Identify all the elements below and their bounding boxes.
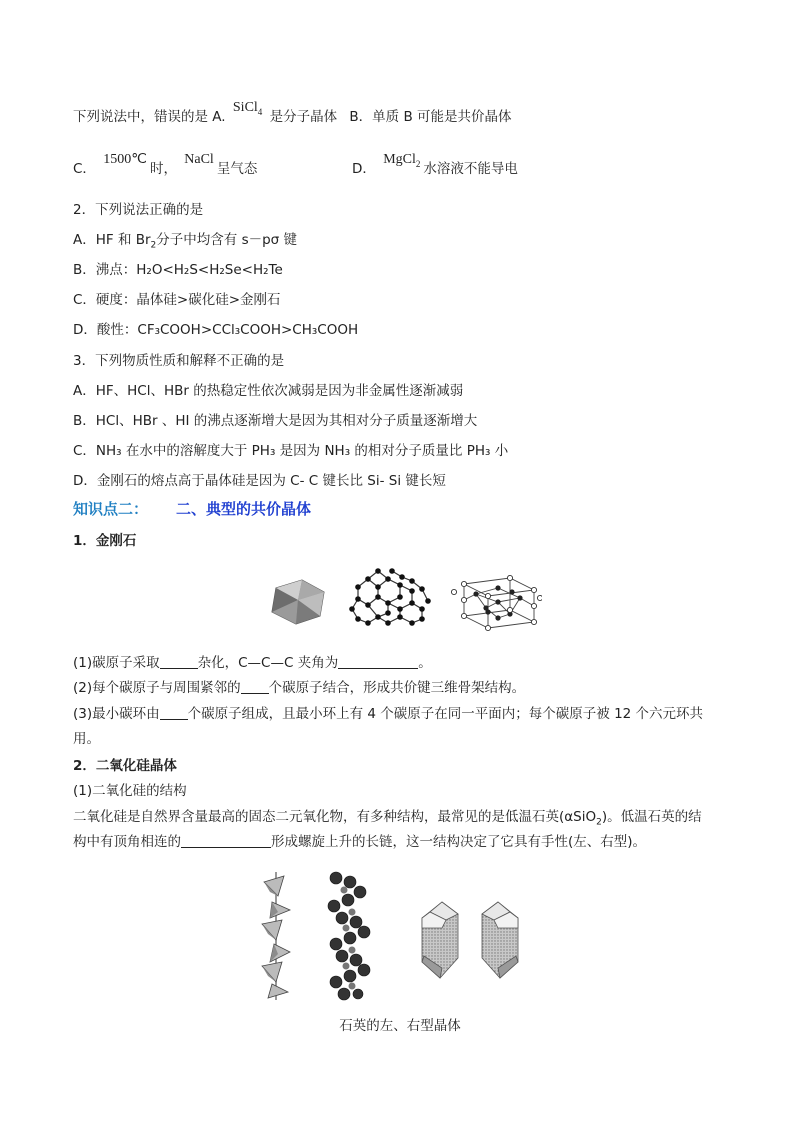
blank-tetrahedra (181, 833, 271, 848)
diamond-lattice-image (348, 565, 434, 631)
quartz-helix-ball-image (322, 870, 372, 1002)
q3-opt-d: D．金刚石的熔点高于晶体硅是因为 C- C 键长比 Si- Si 键长短 (73, 473, 446, 489)
q1-formula-mgcl2: MgCl$_2$ (383, 152, 421, 169)
quartz-figure-caption: 石英的左、右型晶体 (339, 1018, 461, 1034)
q1-formula-nacl: NaCl (184, 152, 214, 167)
q1-opt-a-label: A. (212, 109, 226, 125)
diamond-item-1: (1)碳原子采取 杂化，C—C—C 夹角为 。 (73, 655, 432, 671)
q1-line1 (73, 100, 512, 131)
q3-opt-c: C．NH₃ 在水中的溶解度大于 PH₃ 是因为 NH₃ 的相对分子质量比 PH₃ 小 (73, 443, 509, 459)
q3-stem: 3．下列物质性质和解释不正确的是 (73, 353, 285, 369)
silica-para-line1: 二氧化硅是自然界含量最高的固态二元氧化物，有多种结构，最常见的是低温石英(αSiO$_2$)。低温石英的结 (73, 809, 702, 828)
q1-temp: 1500℃ (103, 152, 147, 167)
q1-opt-d: D． MgCl$_2$ 水溶液不能导电 (352, 152, 518, 177)
q2-opt-d: D．酸性：CF₃COOH>CCl₃COOH>CH₃COOH (73, 322, 359, 338)
q1-stem: 下列说法中，错误的是 (73, 109, 208, 125)
quartz-helix-tetrahedra-image (258, 872, 292, 1000)
q2-stem: 2．下列说法正确的是 (73, 202, 204, 218)
diamond-heading: 1．金刚石 (73, 533, 137, 549)
blank-hybridization (160, 654, 198, 669)
q2-opt-a: A．HF 和 $Br_2$分子中均含有 s－pσ 键 (73, 232, 298, 251)
diamond-item-3-cont: 用。 (73, 731, 100, 747)
silica-para-line2: 构中有顶角相连的 形成螺旋上升的长链，这一结构决定了它具有手性(左、右型)。 (73, 834, 647, 850)
q1-opt-c: C． 1500℃时， NaCl呈气态 (73, 152, 258, 177)
diamond-item-3: (3)最小碳环由 个碳原子组成，且最小环上有 4 个碳原子在同一平面内；每个碳原子被 12 个六元环共 (73, 706, 704, 722)
q2-opt-b: B．沸点：H₂O<H₂S<H₂Se<H₂Te (73, 262, 283, 278)
silica-heading: 2．二氧化硅晶体 (73, 758, 177, 774)
q2-opt-c: C．硬度：晶体硅>碳化硅>金刚石 (73, 292, 281, 308)
blank-ring-size (160, 705, 188, 720)
blank-neighbor-count (241, 679, 269, 694)
q3-opt-b: B．HCl、HBr 、HI 的沸点逐渐增大是因为其相对分子质量逐渐增大 (73, 413, 478, 429)
diamond-item-2: (2)每个碳原子与周围紧邻的 个碳原子结合，形成共价键三维骨架结构。 (73, 680, 526, 696)
section-label: 知识点二： (73, 500, 149, 518)
diamond-crystal-image (268, 578, 328, 626)
quartz-left-right-crystals-image (416, 898, 534, 980)
section-heading (73, 500, 311, 519)
diamond-unit-cell-image (450, 572, 542, 634)
q1-formula-sicl4: SiCl$_4$ (232, 100, 263, 117)
silica-subheading: (1)二氧化硅的结构 (73, 783, 187, 799)
blank-bond-angle (338, 654, 418, 669)
q3-opt-a: A．HF、HCl、HBr 的热稳定性依次减弱是因为非金属性逐渐减弱 (73, 383, 464, 399)
section-title: 二、典型的共价晶体 (176, 500, 312, 518)
q1-opt-a-text: 是分子晶体 (269, 109, 338, 125)
q1-opt-b: B．单质 B 可能是共价晶体 (349, 109, 512, 125)
